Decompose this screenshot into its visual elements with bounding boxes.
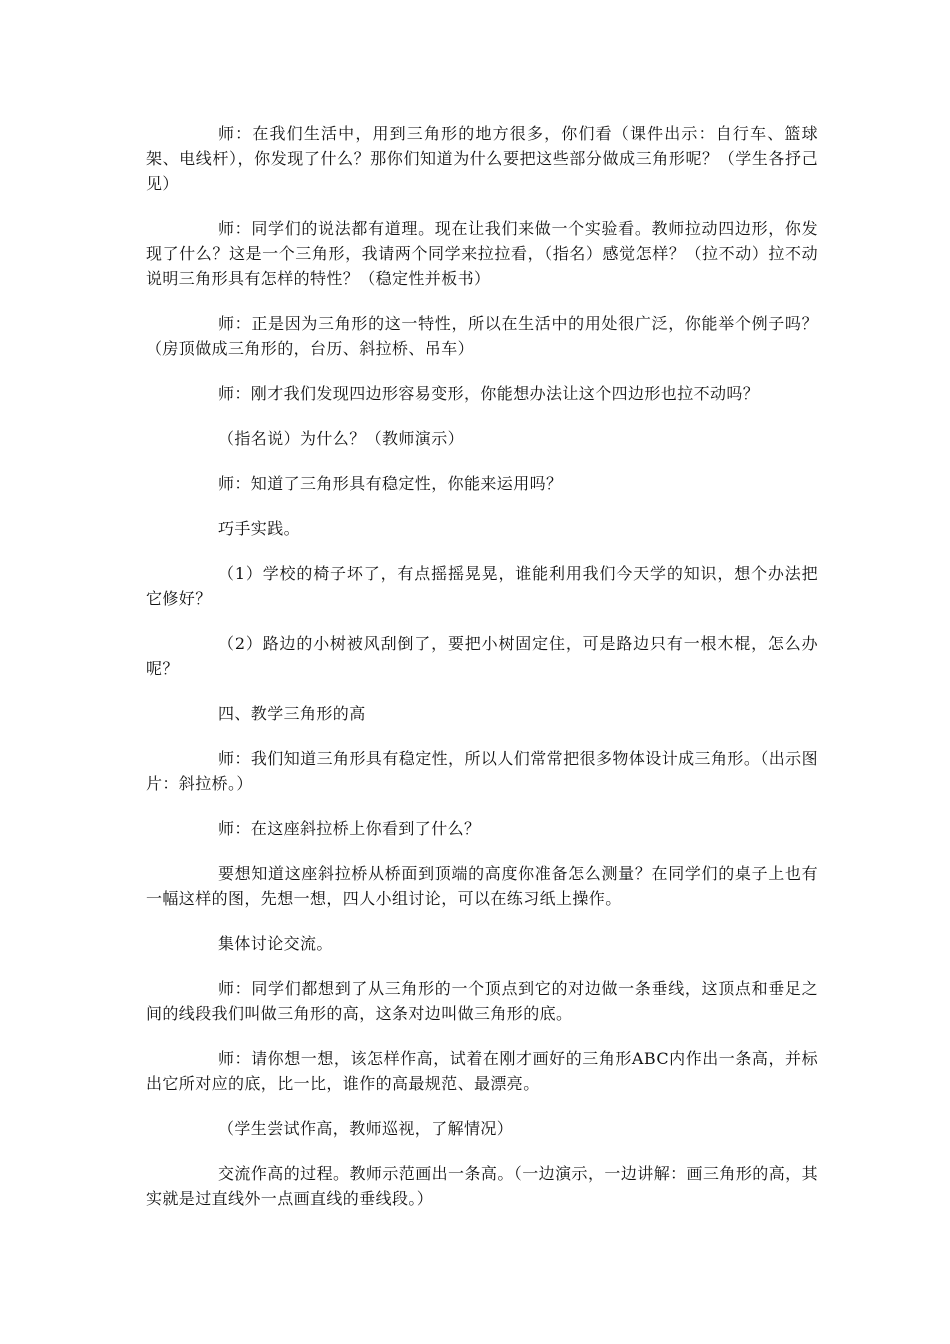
paragraph: 师：同学们都想到了从三角形的一个顶点到它的对边做一条垂线，这顶点和垂足之间的线段我们叫做三角形的高，这条对边叫做三角形的底。 [146,979,818,1023]
paragraph: 师：在这座斜拉桥上你看到了什么？ [218,819,481,838]
paragraph: 师：在我们生活中，用到三角形的地方很多，你们看（课件出示：自行车、篮球架、电线杆），你发现了什么？那你们知道为什么要把这些部分做成三角形呢？（学生各抒己见） [146,124,818,193]
paragraph: 要想知道这座斜拉桥从桥面到顶端的高度你准备怎么测量？在同学们的桌子上也有一幅这样的图，先想一想，四人小组讨论，可以在练习纸上操作。 [146,864,818,908]
paragraph: 师：请你想一想，该怎样作高，试着在刚才画好的三角形ABC内作出一条高，并标出它所对应的底，比一比，谁作的高最规范、最漂亮。 [146,1049,818,1093]
paragraph: 交流作高的过程。教师示范画出一条高。（一边演示，一边讲解：画三角形的高，其实就是过直线外一点画直线的垂线段。） [146,1164,818,1208]
paragraph: （指名说）为什么？（教师演示） [218,429,465,448]
paragraph: （2）路边的小树被风刮倒了，要把小树固定住，可是路边只有一根木棍，怎么办呢？ [146,634,818,678]
paragraph: 师：正是因为三角形的这一特性，所以在生活中的用处很广泛，你能举个例子吗？（房顶做成三角形的，台历、斜拉桥、吊车） [146,314,818,358]
document-body [146,121,818,1231]
paragraph: 巧手实践。 [218,519,301,538]
paragraph: （1）学校的椅子坏了，有点摇摇晃晃，谁能利用我们今天学的知识，想个办法把它修好？ [146,564,818,608]
section-heading: 四、教学三角形的高 [218,704,366,723]
paragraph: 师：知道了三角形具有稳定性，你能来运用吗？ [218,474,563,493]
paragraph: 师：刚才我们发现四边形容易变形，你能想办法让这个四边形也拉不动吗？ [218,384,760,403]
paragraph: （学生尝试作高，教师巡视，了解情况） [218,1119,514,1138]
paragraph: 集体讨论交流。 [218,934,333,953]
paragraph: 师：同学们的说法都有道理。现在让我们来做一个实验看。教师拉动四边形，你发现了什么？这是一个三角形，我请两个同学来拉拉看，（指名）感觉怎样？（拉不动）拉不动说明三角形具有怎样的特性？（稳定性并板书） [146,219,818,288]
paragraph: 师：我们知道三角形具有稳定性，所以人们常常把很多物体设计成三角形。（出示图片：斜拉桥。） [146,749,818,793]
